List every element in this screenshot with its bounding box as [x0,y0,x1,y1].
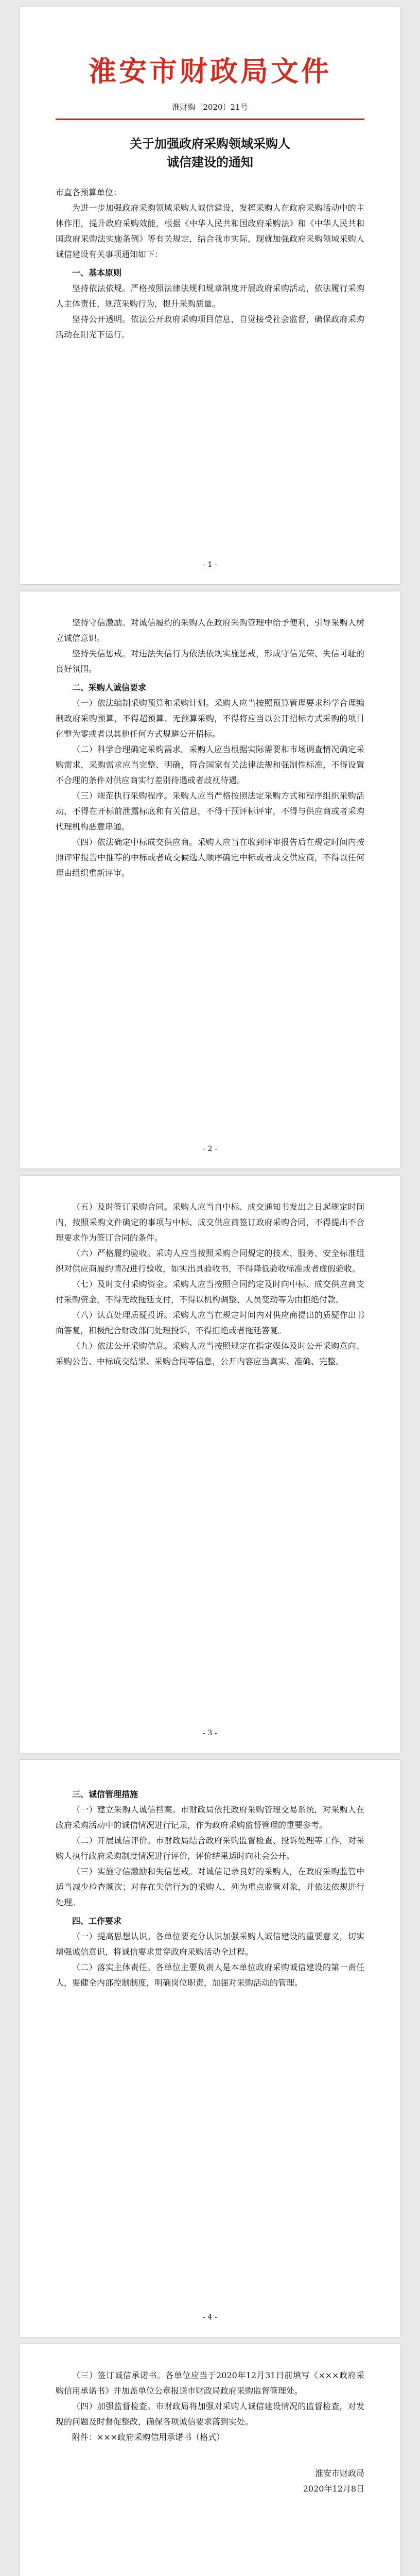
section-2-title: 二、采购人诚信要求 [72,683,147,692]
notice-title [56,134,364,172]
page-number: - 2 - [203,1145,217,1153]
section-2-paragraph: （八）认真处理质疑投诉。采购人应当在规定时间内对供应商提出的质疑作出书面答复，积极配合财政部门处理投诉，不得拒绝或者拖延答复。 [56,1310,364,1335]
section-2-paragraph: （一）依法编制采购预算和采购计划。采购人应当按照预算管理要求科学合理编制政府采购预算，不得超预算、无预算采购，不得将应当以公开招标方式采购的项目化整为零或者以其他任何方式规避公开招标。 [56,698,364,739]
issuer-name: 淮安市财政局 [314,2468,364,2478]
section-2-paragraph: （三）规范执行采购程序。采购人应当严格按照法定采购方式和程序组织采购活动，不得在开标前泄露标底和有关信息，不得干预评标评审，不得与供应商或者采购代理机构恶意串通。 [56,791,364,832]
section-2-paragraph: （四）依法确定中标成交供应商。采购人应当在收到评审报告后在规定时间内按照评审报告中推荐的中标或者成交候选人顺序确定中标或者成交供应商，不得以任何理由组织重新评审。 [56,837,364,878]
page-3 [20,1176,400,1753]
notice-title-line-1: 关于加强政府采购领域采购人 [130,136,290,151]
page-number: - 4 - [203,2313,217,2321]
document-number: 淮财购〔2020〕21号 [172,103,248,112]
section-2-paragraph: （九）依法公开采购信息。采购人应当按照规定在指定媒体及时公开采购意向、采购公告、中标成交结果、采购合同等信息，公开内容应当真实、准确、完整。 [56,1341,364,1366]
section-2-paragraph: （七）及时支付采购资金。采购人应当按照合同约定及时向中标、成交供应商支付采购资金，不得无故拖延支付，不得以机构调整、人员变动等为由拒绝付款。 [56,1279,364,1304]
section-1-paragraph: 坚持失信惩戒。对违法失信行为依法依规实施惩戒，形成守信光荣、失信可耻的良好氛围。 [56,649,364,674]
section-4-paragraph: （一）提高思想认识。各单位要充分认识加强采购人诚信建设的重要意义，切实增强诚信意识，将诚信要求贯穿政府采购活动全过程。 [56,1931,364,1957]
section-1-title: 一、基本原则 [72,268,122,278]
section-2-paragraph: （五）及时签订采购合同。采购人应当自中标、成交通知书发出之日起规定时间内，按照采购文件确定的事项与中标、成交供应商签订政府采购合同，不得提出不合理要求作为签订合同的条件。 [56,1202,364,1243]
section-2-paragraph: （二）科学合理确定采购需求。采购人应当根据实际需要和市场调查情况确定采购需求，采购需求应当完整、明确，符合国家有关法律法规和强制性标准，不得设置不合理的条件对供应商实行差别待遇或者歧视待遇。 [56,744,364,785]
section-3-paragraph: （二）开展诚信评价。市财政局结合政府采购监督检查、投诉处理等工作，对采购人执行政府采购制度情况进行评价，评价结果适时向社会公开。 [56,1836,364,1861]
section-1-paragraph: 坚持依法依规。严格按照法律法规和规章制度开展政府采购活动，依法履行采购人主体责任，规范采购行为，提升采购质量。 [56,283,364,309]
section-4-title: 四、工作要求 [72,1916,122,1926]
section-4-paragraph: （四）加强监督检查。市财政局将加强对采购人诚信建设情况的监督检查，对发现的问题及时督促整改，确保各项诚信要求落到实处。 [56,2401,364,2427]
red-divider [56,118,364,120]
section-1-paragraph: 坚持守信激励。对诚信履约的采购人在政府采购管理中给予便利，引导采购人树立诚信意识。 [56,618,364,643]
page-number: - 1 - [203,561,217,569]
notice-intro: 为进一步加强政府采购领域采购人诚信建设，发挥采购人在政府采购活动中的主体作用，提升政府采购效能，根据《中华人民共和国政府采购法》和《中华人民共和国政府采购法实施条例》等有关规定，结合我市实际，现就加强政府采购领域采购人诚信建设有关事项通知如下： [56,203,364,259]
issue-date: 2020年12月8日 [303,2484,364,2494]
page-number: - 3 - [203,1729,217,1737]
page-2 [20,591,400,1168]
section-4-paragraph: （三）签订诚信承诺书。各单位应当于2020年12月31日前填写《×××政府采购信用承诺书》并加盖单位公章报送市财政局政府采购监督管理处。 [56,2370,364,2396]
section-3-title: 三、诚信管理措施 [72,1789,138,1799]
section-3-paragraph: （三）实施守信激励和失信惩戒。对诚信记录良好的采购人，在政府采购监管中适当减少检查频次；对存在失信行为的采购人，列为重点监管对象，并依法依规进行处理。 [56,1867,364,1907]
attachment-line: 附件：×××政府采购信用承诺书（格式） [72,2432,225,2442]
section-2-paragraph: （六）严格履约验收。采购人应当按照采购合同规定的技术、服务、安全标准组织对供应商履约情况进行验收，如实出具验收书，不得降低验收标准或者虚假验收。 [56,1248,364,1274]
page-4 [20,1760,400,2337]
document-header-title: 淮安市财政局文件 [89,55,331,88]
section-1-paragraph: 坚持公开透明。依法公开政府采购项目信息，自觉接受社会监督，确保政府采购活动在阳光下运行。 [56,314,364,340]
notice-addressee: 市直各预算单位： [56,188,122,197]
page-1 [20,7,400,584]
page-5 [20,2344,400,2576]
section-4-paragraph: （二）落实主体责任。各单位主要负责人是本单位政府采购诚信建设的第一责任人，要健全内部控制制度，明确岗位职责，加强对采购活动的管理。 [56,1962,364,1988]
section-3-paragraph: （一）建立采购人诚信档案。市财政局依托政府采购管理交易系统，对采购人在政府采购活动中的诚信情况进行记录，作为政府采购监督管理的重要参考。 [56,1805,364,1830]
notice-title-line-2: 诚信建设的通知 [167,155,253,170]
